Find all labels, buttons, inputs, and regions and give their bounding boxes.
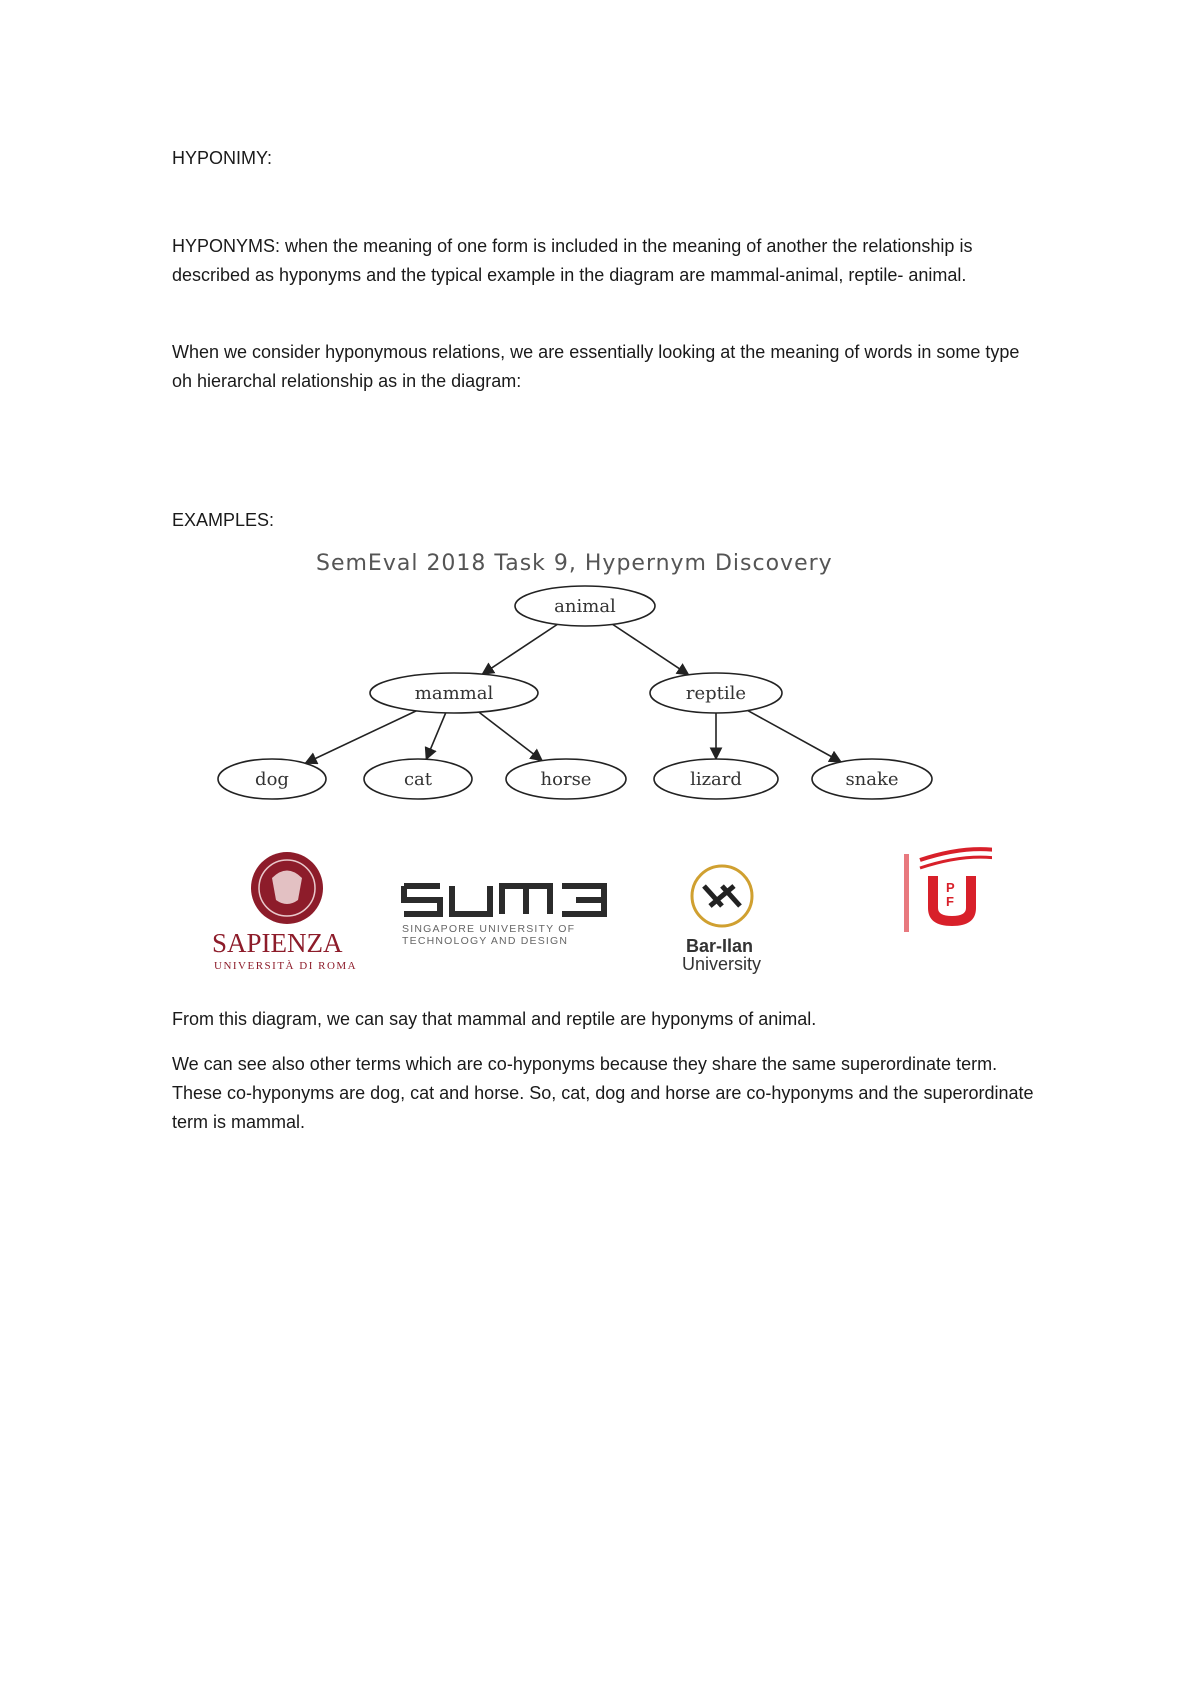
svg-text:P: P — [946, 880, 955, 895]
edge-mammal-to-horse — [479, 712, 542, 761]
paragraph-co-hyponyms: We can see also other terms which are co-hyponyms because they share the same superordinate term. These co-hyponyms are dog, cat and horse. So, cat, dog and horse are co-hyponyms and the superordinate term is mammal. — [172, 1054, 1034, 1132]
node-animal-label: animal — [554, 596, 616, 617]
node-snake — [812, 759, 932, 799]
section-heading: HYPONIMY: — [172, 148, 273, 168]
node-animal — [515, 586, 655, 626]
node-mammal-label: mammal — [414, 683, 494, 704]
edge-mammal-to-cat — [426, 713, 445, 759]
edge-animal-to-reptile — [613, 624, 689, 674]
node-lizard-label: lizard — [690, 769, 742, 790]
paragraph-hyponyms-definition: HYPONYMS: when the meaning of one form is included in the meaning of another the relationship is described as hyponyms and the typical example in the diagram are mammal-animal, reptile- animal. — [172, 236, 973, 285]
hypernym-diagram-figure — [212, 548, 992, 978]
sutd-logo — [402, 886, 604, 947]
node-horse — [506, 759, 626, 799]
paragraph-diagram-conclusion: From this diagram, we can say that mammal and reptile are hyponyms of animal. — [172, 1009, 817, 1029]
figure-title: SemEval 2018 Task 9, Hypernym Discovery — [316, 551, 833, 576]
hypernym-diagram-svg — [212, 548, 992, 978]
node-lizard — [654, 759, 778, 799]
node-dog-label: dog — [255, 769, 289, 790]
edge-mammal-to-dog — [305, 711, 416, 763]
sutd-logo-line2: TECHNOLOGY AND DESIGN — [402, 935, 569, 947]
examples-label: EXAMPLES: — [172, 510, 275, 530]
svg-text:F: F — [946, 894, 954, 909]
sapienza-logo — [212, 852, 357, 972]
sapienza-logo-subtitle: UNIVERSITÀ DI ROMA — [214, 960, 358, 972]
bar-ilan-logo — [682, 866, 761, 974]
node-reptile-label: reptile — [685, 683, 747, 704]
node-reptile — [650, 673, 782, 713]
node-snake-label: snake — [845, 769, 899, 790]
node-mammal — [370, 673, 538, 713]
node-cat-label: cat — [403, 769, 433, 790]
paragraph-hyponymous-relations: When we consider hyponymous relations, we are essentially looking at the meaning of words in some type oh hierarchal relationship as in the diagram: — [172, 342, 1020, 391]
upf-logo — [904, 849, 992, 932]
bar-ilan-logo-line2: University — [682, 954, 762, 974]
sutd-logo-line1: SINGAPORE UNIVERSITY OF — [402, 923, 576, 935]
node-cat — [364, 759, 472, 799]
sapienza-logo-name: SAPIENZA — [212, 928, 343, 958]
edge-reptile-to-snake — [748, 711, 841, 762]
bar-ilan-logo-line1: Bar-Ilan — [686, 936, 754, 956]
diagram-nodes — [218, 586, 932, 799]
node-dog — [218, 759, 326, 799]
edge-animal-to-mammal — [482, 624, 557, 674]
node-horse-label: horse — [540, 769, 592, 790]
